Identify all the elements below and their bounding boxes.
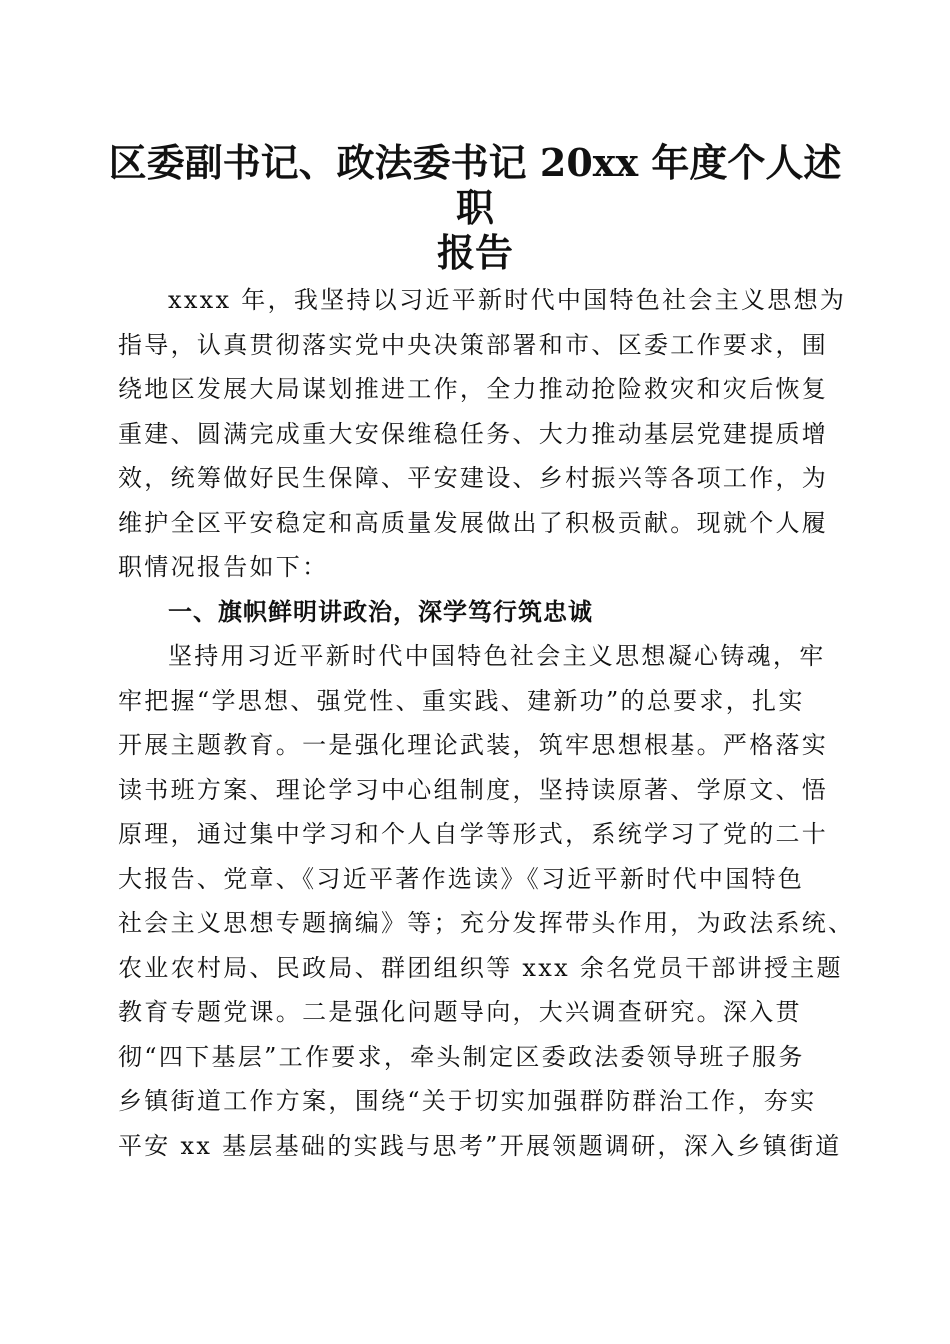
paragraph-line: 读书班方案、理论学习中心组制度，坚持读原著、学原文、悟 [118, 775, 829, 804]
paragraph-line: 效，统筹做好民生保障、平安建设、乡村振兴等各项工作，为 [118, 464, 829, 492]
paragraph-line: 彻“四下基层”工作要求，牵头制定区委政法委领导班子服务 [118, 1042, 805, 1071]
document-body [118, 278, 855, 1168]
paragraph-line: 农业农村局、民政局、群团组织等 xxx 余名党员干部讲授主题 [118, 953, 843, 982]
paragraph-line: 开展主题教育。一是强化理论武装，筑牢思想根基。严格落实 [118, 731, 829, 759]
document-title [100, 140, 850, 275]
paragraph-line: 社会主义思想专题摘编》等；充分发挥带头作用，为政法系统、 [118, 909, 855, 937]
paragraph-line: 职情况报告如下： [118, 553, 329, 581]
paragraph-line: 平安 xx 基层基础的实践与思考”开展领题调研，深入乡镇街道 [118, 1131, 842, 1160]
paragraph-line: 指导，认真贯彻落实党中央决策部署和市、区委工作要求，围 [118, 330, 829, 359]
paragraph-line: 重建、圆满完成重大安保维稳任务、大力推动基层党建提质增 [118, 419, 829, 448]
paragraph-line: 大报告、党章、《习近平著作选读》《习近平新时代中国特色 [118, 864, 805, 893]
title-line: 区委副书记、政法委书记 20xx 年度个人述职 [108, 140, 842, 230]
title-line: 报告 [436, 230, 513, 275]
section-heading: 一、旗帜鲜明讲政治，深学笃行筑忠诚 [168, 597, 593, 626]
paragraph-line: 教育专题党课。二是强化问题导向，大兴调查研究。深入贯 [118, 998, 802, 1026]
paragraph-line: 原理，通过集中学习和个人自学等形式，系统学习了党的二十 [118, 820, 829, 848]
paragraph-line: 坚持用习近平新时代中国特色社会主义思想凝心铸魂，牢 [168, 642, 826, 670]
paragraph-line: 维护全区平安稳定和高质量发展做出了积极贡献。现就个人履 [118, 508, 829, 537]
paragraph-line: 绕地区发展大局谋划推进工作，全力推动抢险救灾和灾后恢复 [118, 375, 829, 403]
paragraph-line: 乡镇街道工作方案，围绕“关于切实加强群防群治工作，夯实 [118, 1087, 817, 1115]
paragraph-line: 牢把握“学思想、强党性、重实践、建新功”的总要求，扎实 [118, 686, 805, 715]
paragraph-line: xxxx 年，我坚持以习近平新时代中国特色社会主义思想为 [168, 286, 847, 314]
